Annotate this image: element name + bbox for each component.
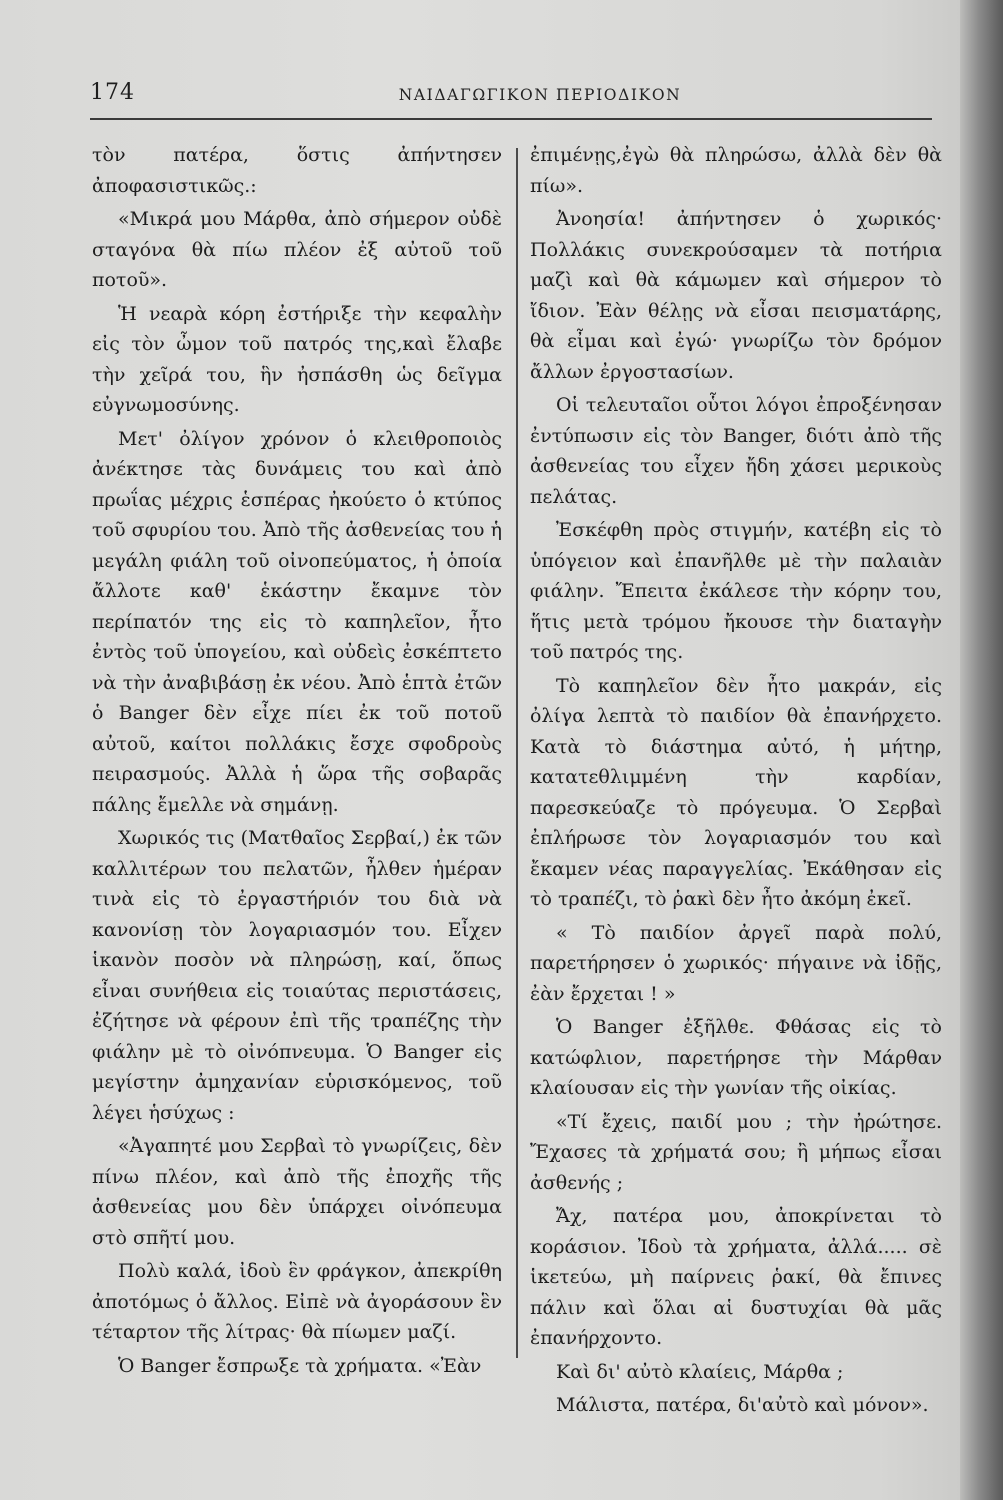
paragraph: Χωρικός τις (Ματθαῖος Σερβαί,) ἐκ τῶν καλλιτέρων του πελατῶν, ἦλθεν ἡμέραν τινὰ εἰς τὸ ἐργαστήριόν του διὰ νὰ κανονίσῃ τὸν λογαριασμόν του. Εἶχεν ἱκανὸν ποσὸν νὰ πληρώσῃ, καί, ὅπως εἶναι συνήθεια εἰς τοιαύτας περιστάσεις, ἐζήτησε νὰ φέρουν ἐπὶ τῆς τραπέζης τὴν φιάλην μὲ τὸ οἰνόπνευμα. Ὁ Banger εἰς μεγίστην ἀμηχανίαν εὑρισκόμενος, τοῦ λέγει ἡσύχως : — [92, 827, 502, 1124]
paragraph: «Ἀγαπητέ μου Σερβαὶ τὸ γνωρίζεις, δὲν πίνω πλέον, καὶ ἀπὸ τῆς ἐποχῆς τῆς ἀσθενείας μου δὲν ὑπάρχει οἰνόπευμα στὸ σπῆτί μου. — [92, 1135, 502, 1249]
paragraph: Ἡ νεαρὰ κόρη ἐστήριξε τὴν κεφαλὴν εἰς τὸν ὦμον τοῦ πατρός της,καὶ ἔλαβε τὴν χεῖρά του, ἣν ἠσπάσθη ὡς δεῖγμα εὐγνωμοσύνης. — [92, 302, 502, 416]
paragraph: « Τὸ παιδίον ἀργεῖ παρὰ πολύ, παρετήρησεν ὁ χωρικός· πήγαινε νὰ ἰδῇς, ἐὰν ἔρχεται ! » — [530, 921, 942, 1005]
paragraph: Πολὺ καλά, ἰδοὺ ἓν φράγκον, ἀπεκρίθη ἀποτόμως ὁ ἄλλος. Εἰπὲ νὰ ἀγοράσουν ἓν τέταρτον τῆς λίτρας· θὰ πίωμεν μαζί. — [92, 1260, 502, 1343]
paragraph: τὸν πατέρα, ὅστις ἀπήντησεν ἀποφασιστικῶς.: — [92, 144, 502, 197]
left-column — [92, 140, 502, 1384]
header-rule — [90, 118, 932, 120]
paragraph: «Τί ἔχεις, παιδί μου ; τὴν ἠρώτησε. Ἔχασες τὰ χρήματά σου; ἢ μήπως εἶσαι ἀσθενής ; — [530, 1110, 942, 1194]
page-number: 174 — [90, 80, 135, 105]
right-column — [530, 140, 942, 1424]
paragraph: «Μικρά μου Μάρθα, ἀπὸ σήμερον οὐδὲ σταγόνα θὰ πίω πλέον ἐξ αὐτοῦ τοῦ ποτοῦ». — [92, 208, 502, 291]
paragraph: Μετ' ὀλίγον χρόνον ὁ κλειθροποιὸς ἀνέκτησε τὰς δυνάμεις του καὶ ἀπὸ πρωΐας μέχρις ἑσπέρας ἠκούετο ὁ κτύπος τοῦ σφυρίου του. Ἀπὸ τῆς ἀσθενείας του ἡ μεγάλη φιάλη τοῦ οἰνοπεύματος, ἡ ὁποία ἄλλοτε καθ' ἑκάστην ἔκαμνε τὸν περίπατόν της εἰς τὸ καπηλεῖον, ἦτο ἐντὸς τοῦ ὑπογείου, καὶ οὐδεὶς ἐσκέπτετο νὰ τὴν ἀναβιβάσῃ ἐκ νέου. Ἀπὸ ἑπτὰ ἐτῶν ὁ Banger δὲν εἶχε πίει ἐκ τοῦ ποτοῦ αὐτοῦ, καίτοι πολλάκις ἔσχε σφοδροὺς πειρασμούς. Ἀλλὰ ἡ ὥρα τῆς σοβαρᾶς πάλης ἔμελλε νὰ σημάνῃ. — [92, 427, 502, 816]
paragraph: Οἱ τελευταῖοι οὗτοι λόγοι ἐπροξένησαν ἐντύπωσιν εἰς τὸν Banger, διότι ἀπὸ τῆς ἀσθενείας του εἶχεν ἤδη χάσει μερικοὺς πελάτας. — [530, 394, 942, 508]
paragraph: Ἐσκέφθη πρὸς στιγμήν, κατέβη εἰς τὸ ὑπόγειον καὶ ἐπανῆλθε μὲ τὴν παλαιὰν φιάλην. Ἔπειτα ἐκάλεσε τὴν κόρην του, ἥτις μετὰ τρόμου ἤκουσε τὴν διαταγὴν τοῦ πατρός της. — [530, 519, 942, 663]
page-binding-shadow — [960, 0, 1003, 1500]
paragraph: Τὸ καπηλεῖον δὲν ἦτο μακράν, εἰς ὀλίγα λεπτὰ τὸ παιδίον θὰ ἐπανήρχετο. Κατὰ τὸ διάστημα αὐτό, ἡ μήτηρ, κατατεθλιμμένη τὴν καρδίαν, παρεσκεύαζε τὸ πρόγευμα. Ὁ Σερβαὶ ἐπλήρωσε τὸν λογαριασμόν του καὶ ἔκαμεν νέας παραγγελίας. Ἐκάθησαν εἰς τὸ τραπέζι, τὸ ῥακὶ δὲν ἦτο ἀκόμη ἐκεῖ. — [530, 674, 942, 910]
paragraph: Ὁ Banger ἐξῆλθε. Φθάσας εἰς τὸ κατώφλιον, παρετήρησε τὴν Μάρθαν κλαίουσαν εἰς τὴν γωνίαν τῆς οἰκίας. — [530, 1016, 942, 1099]
paragraph: Ἀνοησία! ἀπήντησεν ὁ χωρικός· Πολλάκις συνεκρούσαμεν τὰ ποτήρια μαζὶ καὶ θὰ κάμωμεν καὶ σήμερον τὸ ἴδιον. Ἐὰν θέλῃς νὰ εἶσαι πεισματάρης, θὰ εἶμαι καὶ ἐγώ· γνωρίζω τὸν δρόμον ἄλλων ἐργοστασίων. — [530, 208, 942, 383]
paragraph: Ὁ Banger ἔσπρωξε τὰ χρήματα. «Ἐὰν — [118, 1354, 482, 1377]
paragraph: Μάλιστα, πατέρα, δι'αὐτὸ καὶ μόνον». — [556, 1394, 929, 1416]
running-title: ΝΑΙΔΑΓΩΓΙΚΟΝ ΠΕΡΙΟΔΙΚΟΝ — [398, 86, 682, 104]
paragraph: Καὶ δι' αὐτὸ κλαίεις, Μάρθα ; — [556, 1360, 844, 1383]
column-divider — [516, 148, 518, 1358]
paragraph: Ἄχ, πατέρα μου, ἀποκρίνεται τὸ κοράσιον. Ἰδοὺ τὰ χρήματα, ἀλλά..... σὲ ἱκετεύω, μὴ παίρνεις ῥακί, θὰ ἔπινες πάλιν καὶ ὅλαι αἱ δυστυχίαι θὰ μᾶς ἐπανήρχοντο. — [530, 1205, 942, 1349]
page-header — [90, 80, 932, 116]
paragraph: ἐπιμένῃς,ἐγὼ θὰ πληρώσω, ἀλλὰ δὲν θὰ πίω». — [530, 144, 942, 197]
